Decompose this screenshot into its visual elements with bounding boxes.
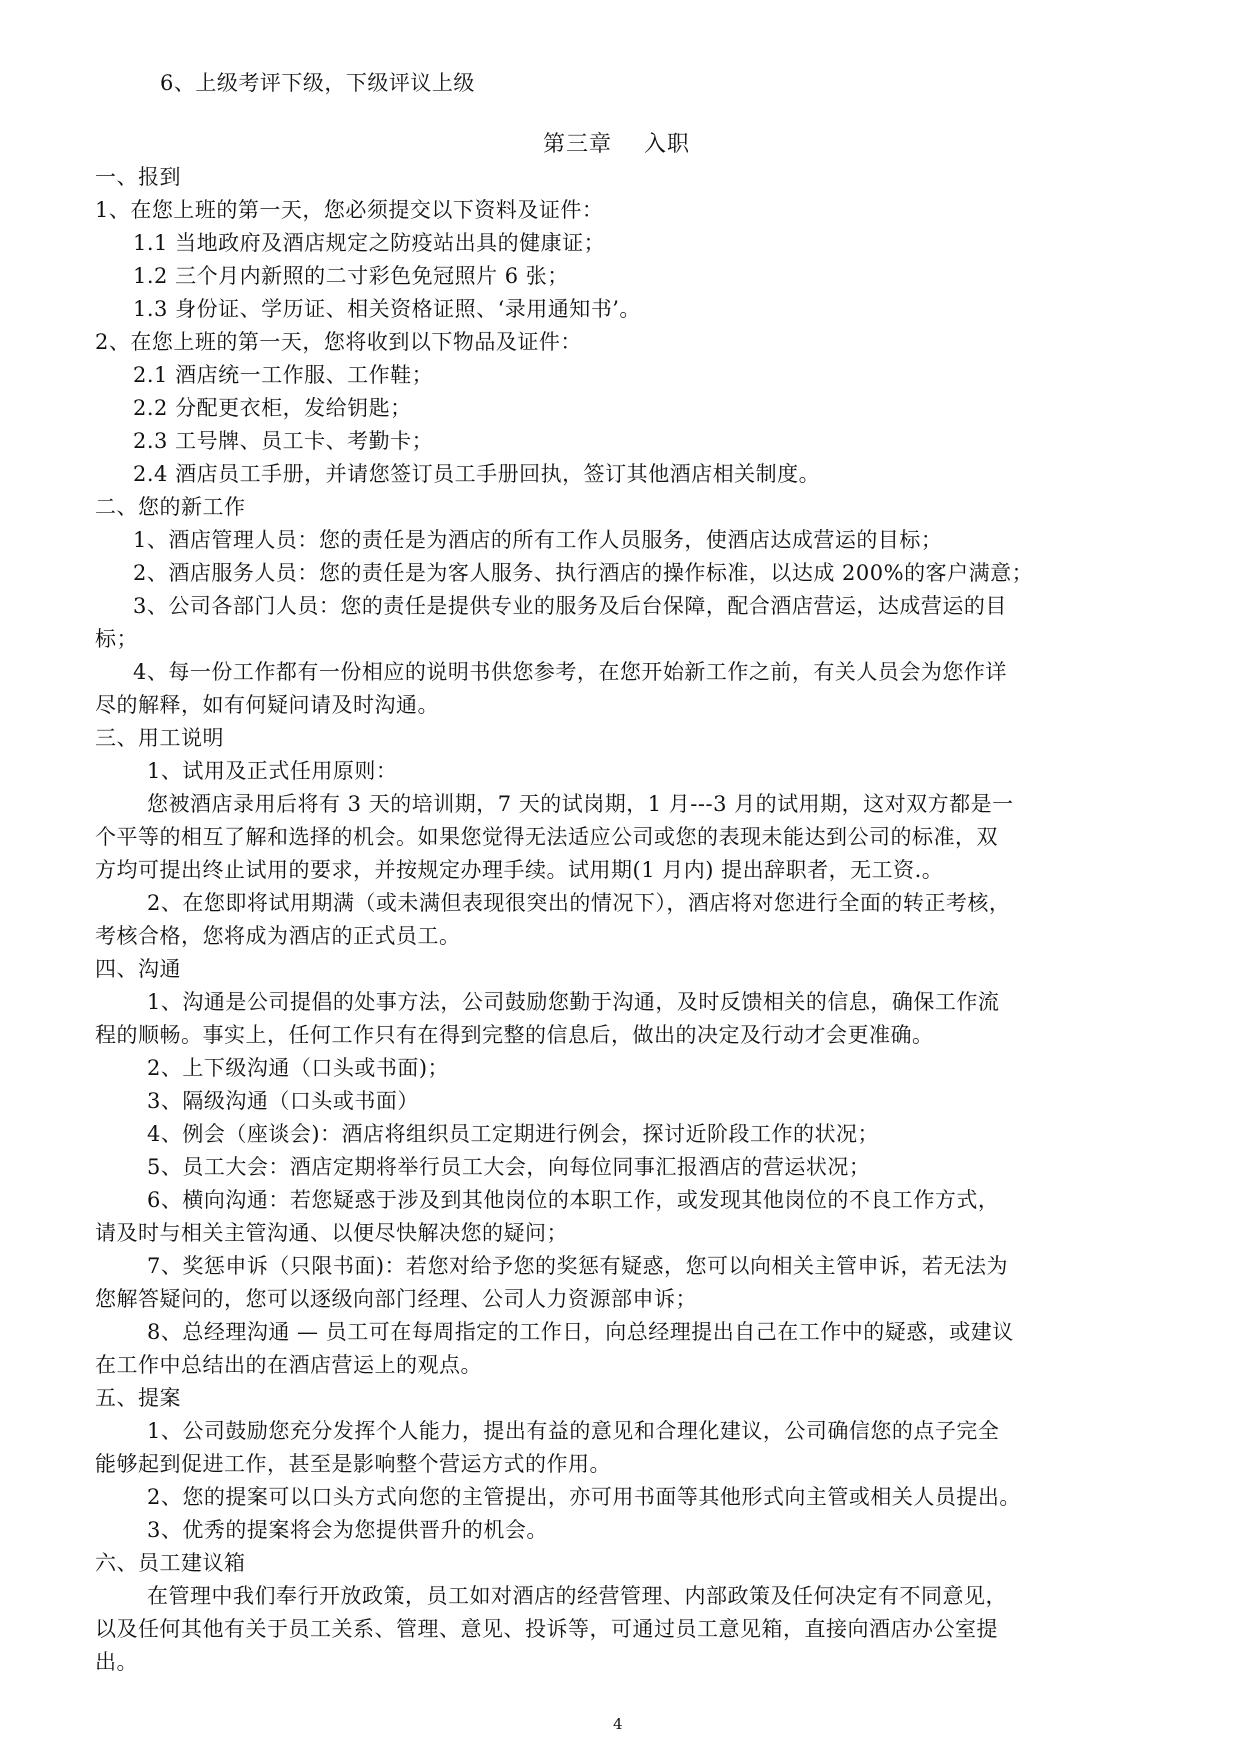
text-line: 2.4 酒店员工手册，并请您签订员工手册回执，签订其他酒店相关制度。 — [133, 462, 821, 486]
text-line: 1、试用及正式任用原则： — [147, 759, 398, 783]
text-line: 3、隔级沟通（口头或书面） — [147, 1089, 419, 1113]
text-line: 2.2 分配更衣柜，发给钥匙； — [133, 396, 412, 420]
page-number: 4 — [613, 1715, 623, 1733]
text-line: 2.3 工号牌、员工卡、考勤卡； — [133, 429, 434, 453]
text-line: 三、用工说明 — [95, 726, 224, 750]
text-line: 2、酒店服务人员：您的责任是为客人服务、执行酒店的操作标准，以达成 200%的客户满意； — [133, 561, 1034, 585]
text-line: 六、员工建议箱 — [95, 1551, 246, 1575]
text-line: 4、例会（座谈会)：酒店将组织员工定期进行例会，探讨近阶段工作的状况； — [147, 1122, 880, 1146]
text-line: 6、上级考评下级，下级评议上级 — [160, 71, 475, 95]
text-line: 2、您的提案可以口头方式向您的主管提出，亦可用书面等其他形式向主管或相关人员提出。 — [147, 1485, 1021, 1509]
text-line: 1.2 三个月内新照的二寸彩色免冠照片 6 张； — [133, 264, 569, 288]
text-line: 方均可提出终止试用的要求，并按规定办理手续。试用期(1 月内) 提出辞职者，无工资.。 — [95, 858, 944, 882]
text-line: 请及时与相关主管沟通、以便尽快解决您的疑问； — [95, 1221, 568, 1245]
text-line: 1.1 当地政府及酒店规定之防疫站出具的健康证； — [133, 231, 606, 255]
text-line: 以及任何其他有关于员工关系、管理、意见、投诉等，可通过员工意见箱，直接向酒店办公室提 — [95, 1617, 998, 1641]
text-line: 5、员工大会：酒店定期将举行员工大会，向每位同事汇报酒店的营运状况； — [147, 1155, 871, 1179]
text-line: 6、横向沟通：若您疑惑于涉及到其他岗位的本职工作，或发现其他岗位的不良工作方式， — [147, 1188, 1000, 1212]
text-line: 3、优秀的提案将会为您提供晋升的机会。 — [147, 1518, 548, 1542]
text-line: 五、提案 — [95, 1386, 181, 1410]
text-line: 个平等的相互了解和选择的机会。如果您觉得无法适应公司或您的表现未能达到公司的标准，双 — [95, 825, 998, 849]
text-line: 2、上下级沟通（口头或书面)； — [147, 1056, 450, 1080]
text-line: 7、奖惩申诉（只限书面)：若您对给予您的奖惩有疑惑，您可以向相关主管申诉，若无法为 — [147, 1254, 1009, 1278]
text-line: 3、公司各部门人员：您的责任是提供专业的服务及后台保障，配合酒店营运，达成营运的目 — [133, 594, 1007, 618]
text-line: 在工作中总结出的在酒店营运上的观点。 — [95, 1353, 482, 1377]
text-line: 2.1 酒店统一工作服、工作鞋； — [133, 363, 434, 387]
text-line: 您解答疑问的，您可以逐级向部门经理、公司人力资源部申诉； — [95, 1287, 697, 1311]
text-line: 二、您的新工作 — [95, 495, 246, 519]
text-line: 标； — [95, 627, 138, 651]
text-line: 2、在您即将试用期满（或未满但表现很突出的情况下），酒店将对您进行全面的转正考核， — [147, 891, 1011, 915]
text-line: 一、报到 — [95, 165, 181, 189]
text-line: 8、总经理沟通 — 员工可在每周指定的工作日，向总经理提出自己在工作中的疑惑，或建议 — [147, 1320, 1014, 1344]
text-line: 您被酒店录用后将有 3 天的培训期，7 天的试岗期，1 月---3 月的试用期，这对双方都是一 — [147, 792, 1014, 816]
text-line: 尽的解释，如有何疑问请及时沟通。 — [95, 693, 439, 717]
text-line: 程的顺畅。事实上，任何工作只有在得到完整的信息后，做出的决定及行动才会更准确。 — [95, 1023, 934, 1047]
text-line: 1、在您上班的第一天，您必须提交以下资料及证件： — [95, 198, 604, 222]
text-line: 考核合格，您将成为酒店的正式员工。 — [95, 924, 461, 948]
text-line: 1、酒店管理人员：您的责任是为酒店的所有工作人员服务，使酒店达成营运的目标； — [133, 528, 943, 552]
text-line: 1.3 身份证、学历证、相关资格证照、‘录用通知书’。 — [133, 297, 641, 321]
text-line: 出。 — [95, 1650, 138, 1674]
text-line: 在管理中我们奉行开放政策，员工如对酒店的经营管理、内部政策及任何决定有不同意见， — [147, 1584, 1007, 1608]
text-line: 2、在您上班的第一天，您将收到以下物品及证件： — [95, 330, 582, 354]
text-line: 1、公司鼓励您充分发挥个人能力，提出有益的意见和合理化建议，公司确信您的点子完全 — [147, 1419, 1000, 1443]
text-line: 能够起到促进工作，甚至是影响整个营运方式的作用。 — [95, 1452, 611, 1476]
text-line: 1、沟通是公司提倡的处事方法，公司鼓励您勤于沟通，及时反馈相关的信息，确保工作流 — [147, 990, 1000, 1014]
text-line: 4、每一份工作都有一份相应的说明书供您参考，在您开始新工作之前，有关人员会为您作详 — [133, 660, 1007, 684]
chapter-title: 第三章 入职 — [543, 132, 690, 157]
text-line: 四、沟通 — [95, 957, 181, 981]
